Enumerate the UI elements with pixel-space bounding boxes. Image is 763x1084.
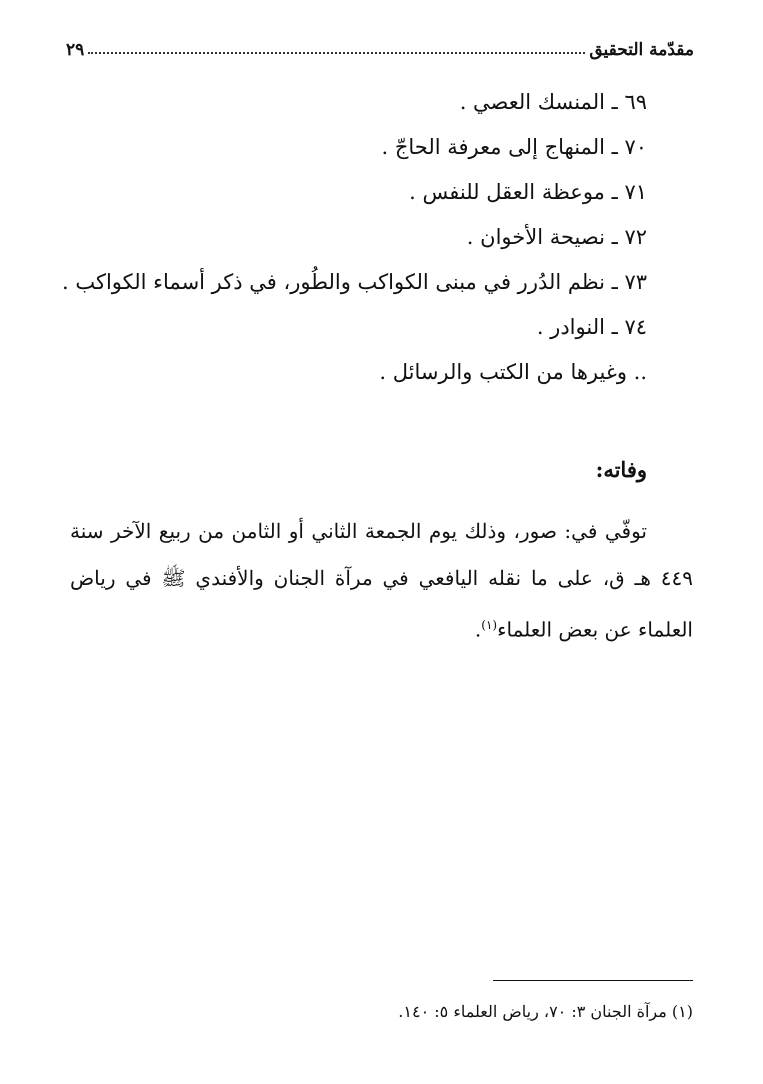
running-header <box>66 30 694 60</box>
footnote-reference: (١) <box>481 618 498 632</box>
list-item: ٧٢ ـ نصيحة الأخوان . <box>466 225 647 249</box>
list-item: ٧٠ ـ المنهاج إلى معرفة الحاجّ . <box>381 135 647 159</box>
page-number: ٢٩ <box>66 40 85 60</box>
list-item: ٧١ ـ موعظة العقل للنفس . <box>409 180 647 204</box>
footnote-divider <box>493 980 693 981</box>
header-title: مقدّمة التحقيق <box>589 40 694 60</box>
list-item: ٦٩ ـ المنسك العصي . <box>459 90 647 114</box>
paragraph-end: . <box>474 617 482 642</box>
death-paragraph <box>70 508 693 654</box>
list-item: ٧٣ ـ نظم الدُرر في مبنى الكواكب والطُور، في ذكر أسماء الكواكب . <box>62 270 647 294</box>
section-heading: وفاته: <box>595 457 647 482</box>
works-list <box>62 80 647 395</box>
header-dot-leader <box>88 51 585 54</box>
paragraph-text: توفّي في: صور، وذلك يوم الجمعة الثاني أو الثامن من ربيع الآخر سنة ٤٤٩ هـ ق، على ما نقله اليافعي في مرآة الجنان والأفندي ﷺ في رياض العلماء عن بعض العلماء <box>70 519 693 642</box>
list-item: .. وغيرها من الكتب والرسائل . <box>379 360 647 384</box>
footnote: (١) مرآة الجنان ٣: ٧٠، رياض العلماء ٥: ١٤٠. <box>398 1002 693 1021</box>
list-item: ٧٤ ـ النوادر . <box>536 315 647 339</box>
